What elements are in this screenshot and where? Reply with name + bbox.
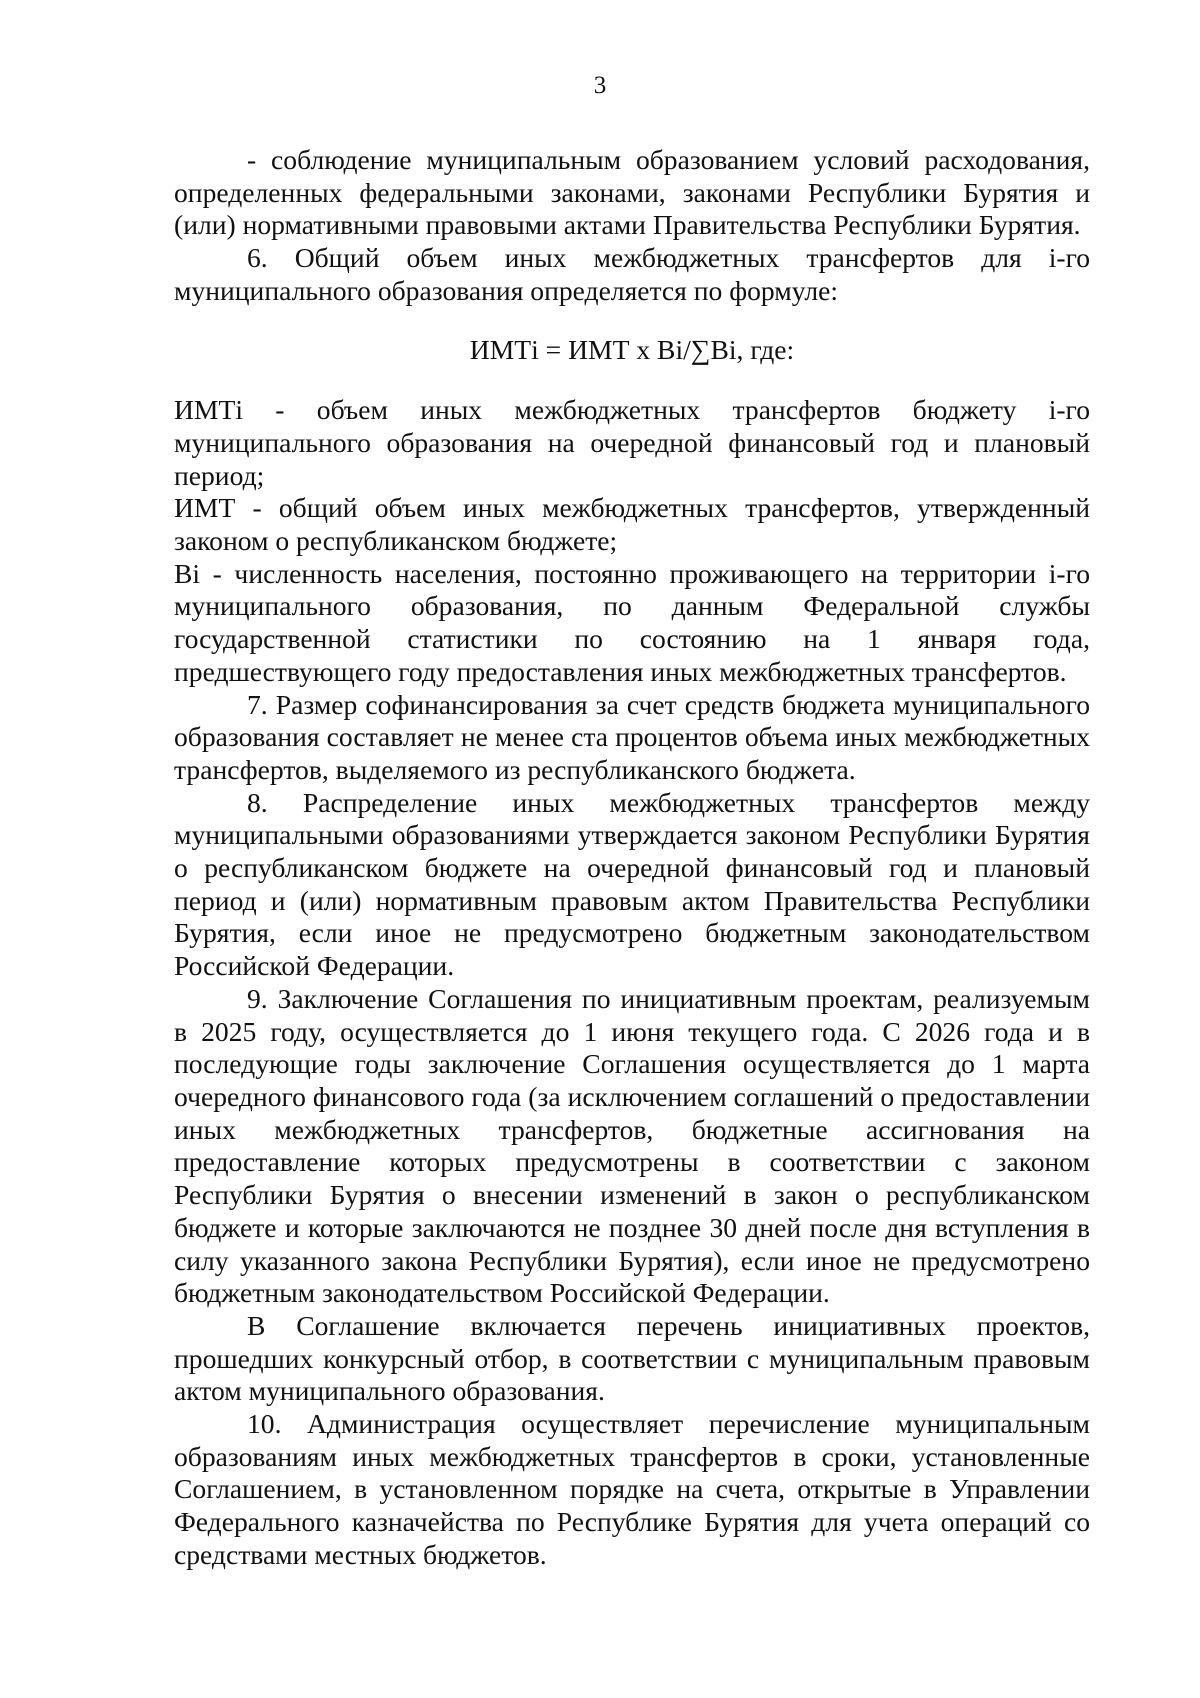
formula: ИМТi = ИМТ х Bi/∑Bi, где: xyxy=(469,333,795,365)
paragraph-10: 10. Администрация осуществляет перечисление муниципальным образованиям иных межбюджетных трансфертов в сроки, установленные Соглашением, в установленном порядке на счета, открытые в Управлении Федерального казначейства по Республике Бурятия для учета операций со средствами местных бюджетов. xyxy=(174,1408,1090,1570)
paragraph-9: 9. Заключение Соглашения по инициативным проектам, реализуемым в 2025 году, осуществляется до 1 июня текущего года. С 2026 года и в последующие годы заключение Соглашения осуществляется до 1 марта очередного финансового года (за исключением соглашений о предоставлении иных межбюджетных трансфертов, бюджетные ассигнования на предоставление которых предусмотрены в соответствии с законом Республики Бурятия о внесении изменений в закон о республиканском бюджете и которые заключаются не позднее 30 дней после дня вступления в силу указанного закона Республики Бурятия), если иное не предусмотрено бюджетным законодательством Российской Федерации. xyxy=(174,982,1090,1309)
paragraph-7: 7. Размер софинансирования за счет средств бюджета муниципального образования составляет не менее ста процентов объема иных межбюджетных трансфертов, выделяемого из республиканского бюджета. xyxy=(174,688,1090,785)
document-body xyxy=(174,144,1090,1572)
paragraph-8: 8. Распределение иных межбюджетных трансфертов между муниципальными образованиями утверждается законом Республики Бурятия о республиканском бюджете на очередной финансовый год и плановый период и (или) нормативным правовым актом Правительства Республики Бурятия, если иное не предусмотрено бюджетным законодательством Российской Федерации. xyxy=(174,786,1090,982)
paragraph-6: 6. Общий объем иных межбюджетных трансфертов для i-го муниципального образования определяется по формуле: xyxy=(174,242,1090,306)
definition-imti: ИМТi - объем иных межбюджетных трансфертов бюджету i-го муниципального образования на очередной финансовый год и плановый период; xyxy=(174,394,1090,491)
definition-imt: ИМТ - общий объем иных межбюджетных трансфертов, утвержденный законом о республиканском бюджете; xyxy=(174,492,1090,557)
paragraph-condition: - соблюдение муниципальным образованием условий расходования, определенных федеральными законами, законами Республики Бурятия и (или) нормативными правовыми актами Правительства Республики Бурятия. xyxy=(174,144,1090,241)
definition-bi: Bi - численность населения, постоянно проживающего на территории i-го муниципального образования, по данным Федеральной службы государственной статистики по состоянию на 1 января года, предшествующего году предоставления иных межбюджетных трансфертов. xyxy=(174,557,1090,687)
page-number: 3 xyxy=(593,72,607,99)
paragraph-9-agreement: В Соглашение включается перечень инициативных проектов, прошедших конкурсный отбор, в соответствии с муниципальным правовым актом муниципального образования. xyxy=(174,1309,1090,1407)
